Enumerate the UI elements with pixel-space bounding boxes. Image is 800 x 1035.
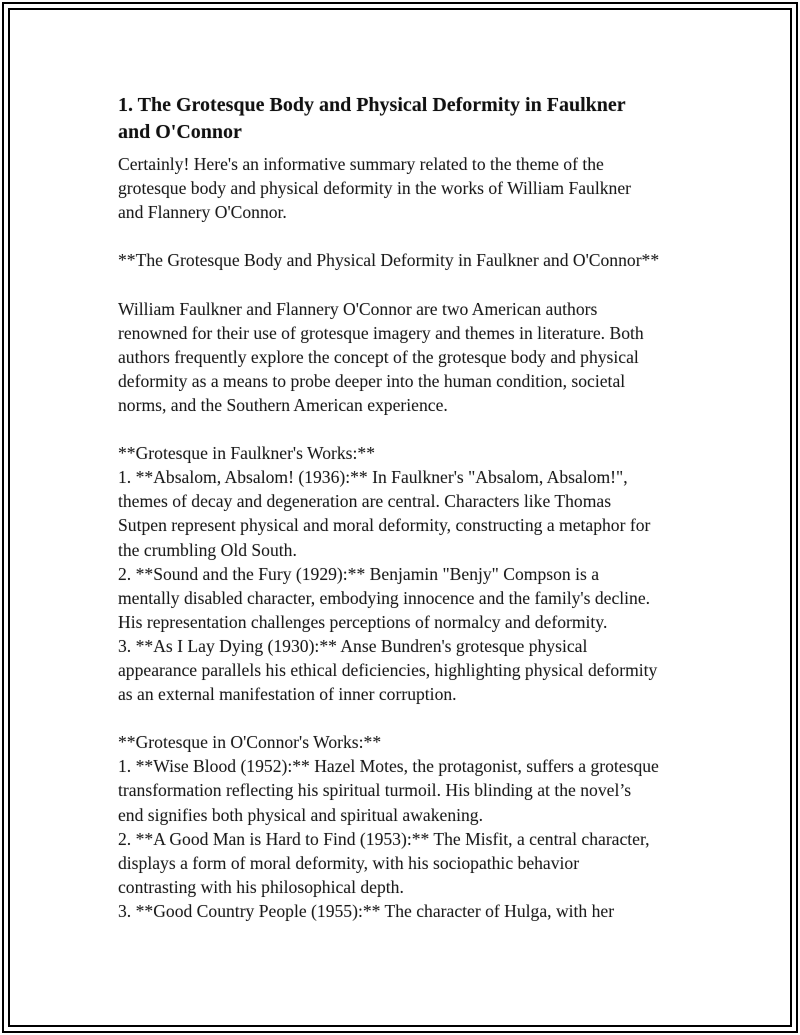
text-line: and Flannery O'Connor. [118, 202, 287, 223]
text-line: 3. **As I Lay Dying (1930):** Anse Bundren's grotesque physical [118, 635, 588, 656]
text-line: appearance parallels his ethical deficiencies, highlighting physical deformity [118, 659, 658, 680]
paragraph-gap [118, 417, 698, 441]
text-line: grotesque body and physical deformity in the works of William Faulkner [118, 178, 631, 199]
text-line: **The Grotesque Body and Physical Deformity in Faulkner and O'Connor** [118, 250, 660, 271]
text-line: mentally disabled character, embodying innocence and the family's decline. [118, 587, 651, 608]
paragraph-gap [118, 224, 698, 248]
text-line: the crumbling Old South. [118, 539, 297, 560]
text-line: **Grotesque in Faulkner's Works:** [118, 443, 375, 464]
body-text [118, 152, 698, 923]
text-line: themes of decay and degeneration are central. Characters like Thomas [118, 491, 612, 512]
text-line: transformation reflecting his spiritual turmoil. His blinding at the novel’s [118, 780, 632, 801]
text-line: renowned for their use of grotesque imagery and themes in literature. Both [118, 322, 644, 343]
text-line: 3. **Good Country People (1955):** The character of Hulga, with her [118, 900, 615, 921]
text-line: norms, and the Southern American experience. [118, 394, 448, 415]
document-body [118, 92, 698, 923]
section-heading [118, 92, 698, 146]
text-line: Certainly! Here's an informative summary related to the theme of the [118, 154, 604, 174]
section-heading-line: 1. The Grotesque Body and Physical Deformity in Faulkner [118, 94, 626, 116]
text-line: Sutpen represent physical and moral deformity, constructing a metaphor for [118, 515, 651, 536]
text-line: 1. **Wise Blood (1952):** Hazel Motes, the protagonist, suffers a grotesque [118, 756, 659, 777]
text-line: 2. **A Good Man is Hard to Find (1953):** The Misfit, a central character, [118, 828, 650, 849]
section-heading-line: and O'Connor [118, 121, 242, 143]
text-line: authors frequently explore the concept of the grotesque body and physical [118, 346, 639, 367]
text-line: His representation challenges perceptions of normalcy and deformity. [118, 611, 608, 632]
text-line: as an external manifestation of inner corruption. [118, 684, 457, 705]
text-line: 2. **Sound and the Fury (1929):** Benjamin "Benjy" Compson is a [118, 563, 600, 584]
text-line: displays a form of moral deformity, with his sociopathic behavior [118, 852, 580, 873]
text-line: deformity as a means to probe deeper into the human condition, societal [118, 370, 626, 391]
paragraph-gap [118, 706, 698, 730]
text-line: 1. **Absalom, Absalom! (1936):** In Faulkner's "Absalom, Absalom!", [118, 467, 628, 488]
text-line: **Grotesque in O'Connor's Works:** [118, 732, 382, 753]
paragraph-gap [118, 272, 698, 296]
text-line: William Faulkner and Flannery O'Connor are two American authors [118, 298, 598, 319]
text-line: end signifies both physical and spiritual awakening. [118, 804, 483, 825]
text-line: contrasting with his philosophical depth. [118, 876, 404, 897]
